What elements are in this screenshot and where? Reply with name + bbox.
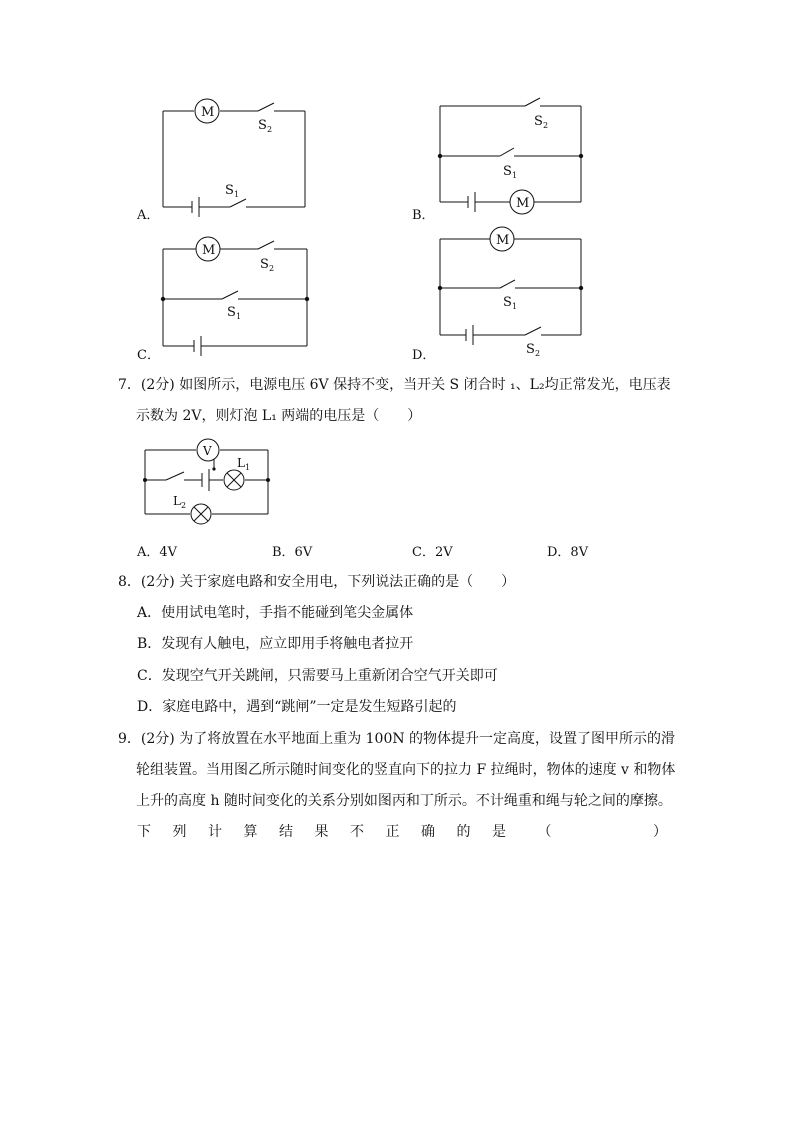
switch-subscript: 1 [236,312,242,321]
q9-char: 下 [137,824,151,840]
q6-circuit-d [430,225,590,360]
q7-circuit [138,435,278,525]
q7-option-c[interactable]: C．2V [412,545,453,560]
switch-label: S [503,164,512,179]
q6-option-d-letter[interactable]: D． [412,348,436,363]
q8-stem: 8．(2分) 关于家庭电路和安全用电，下列说法正确的是（ ） [118,574,516,590]
q9-stem-line-2: 轮组装置。当用图乙所示随时间变化的竖直向下的拉力 F 拉绳时，物体的速度 v 和物体 [136,762,676,778]
switch-label: S [534,114,543,129]
lamp-subscript: 2 [181,501,187,510]
switch-label: S [225,183,234,198]
q6-option-c-letter[interactable]: C． [137,348,160,363]
q8-option-a[interactable]: A．使用试电笔时，手指不能碰到笔尖金属体 [137,605,414,621]
q7-option-a[interactable]: A．4V [137,545,178,560]
q9-char: 果 [314,824,329,840]
switch-subscript: 1 [512,302,518,311]
motor-label: M [202,243,216,258]
q7-option-b[interactable]: B．6V [272,545,313,560]
q7-stem-line-1: 7．(2分) 如图所示，电源电压 6V 保持不变，当开关 S 闭合时 ₁、L₂均正常发光，电压表 [118,377,671,393]
switch-subscript: 2 [535,349,541,358]
q6-circuit-a [150,95,320,220]
q9-stem-line-4 [137,821,667,841]
q9-char: 正 [385,824,400,840]
q8-option-c[interactable]: C．发现空气开关跳闸，只需要马上重新闭合空气开关即可 [137,668,498,684]
q9-char: ） [653,824,667,840]
q9-char: 不 [350,824,364,840]
switch-label: S [227,305,236,320]
lamp-label: L [237,456,245,470]
q9-char: 确 [421,824,435,840]
q9-char: 算 [243,824,258,840]
switch-label: S [526,342,535,357]
q9-char: 的 [456,824,471,840]
switch-subscript: 2 [543,121,549,130]
switch-label: S [260,257,269,272]
switch-subscript: 1 [512,171,518,180]
q9-stem-line-1: 9．(2分) 为了将放置在水平地面上重为 100N 的物体提升一定高度，设置了图甲所示的滑 [118,731,676,747]
lamp-label: L [173,494,181,508]
q6-circuit-b [430,90,590,220]
motor-label: M [516,196,530,211]
switch-label: S [258,118,267,133]
lamp-subscript: 1 [245,463,251,472]
q7-option-d[interactable]: D．8V [547,545,589,560]
switch-label: S [503,295,512,310]
motor-label: M [201,105,215,120]
q9-char: 列 [172,824,187,840]
q6-option-b-letter[interactable]: B． [412,208,435,223]
q8-option-b[interactable]: B．发现有人触电，应立即用手将触电者拉开 [137,636,414,652]
q6-circuit-c [150,235,320,360]
q9-stem-line-3: 上升的高度 h 随时间变化的关系分别如图丙和丁所示。不计绳重和绳与轮之间的摩擦。 [136,793,672,809]
q7-stem-line-2: 示数为 2V，则灯泡 L₁ 两端的电压是（ ） [136,408,422,424]
switch-subscript: 2 [269,264,275,273]
q9-char: 是 [492,824,506,840]
motor-label: M [496,233,510,248]
q9-char: （ [537,824,552,840]
switch-subscript: 1 [234,190,240,199]
q9-char: 结 [279,824,293,840]
q8-option-d[interactable]: D．家庭电路中，遇到“跳闸”一定是发生短路引起的 [137,699,457,715]
q6-option-a-letter[interactable]: A． [137,208,160,223]
q9-char: 计 [208,824,222,840]
switch-subscript: 2 [267,125,273,134]
voltmeter-label: V [203,444,212,458]
